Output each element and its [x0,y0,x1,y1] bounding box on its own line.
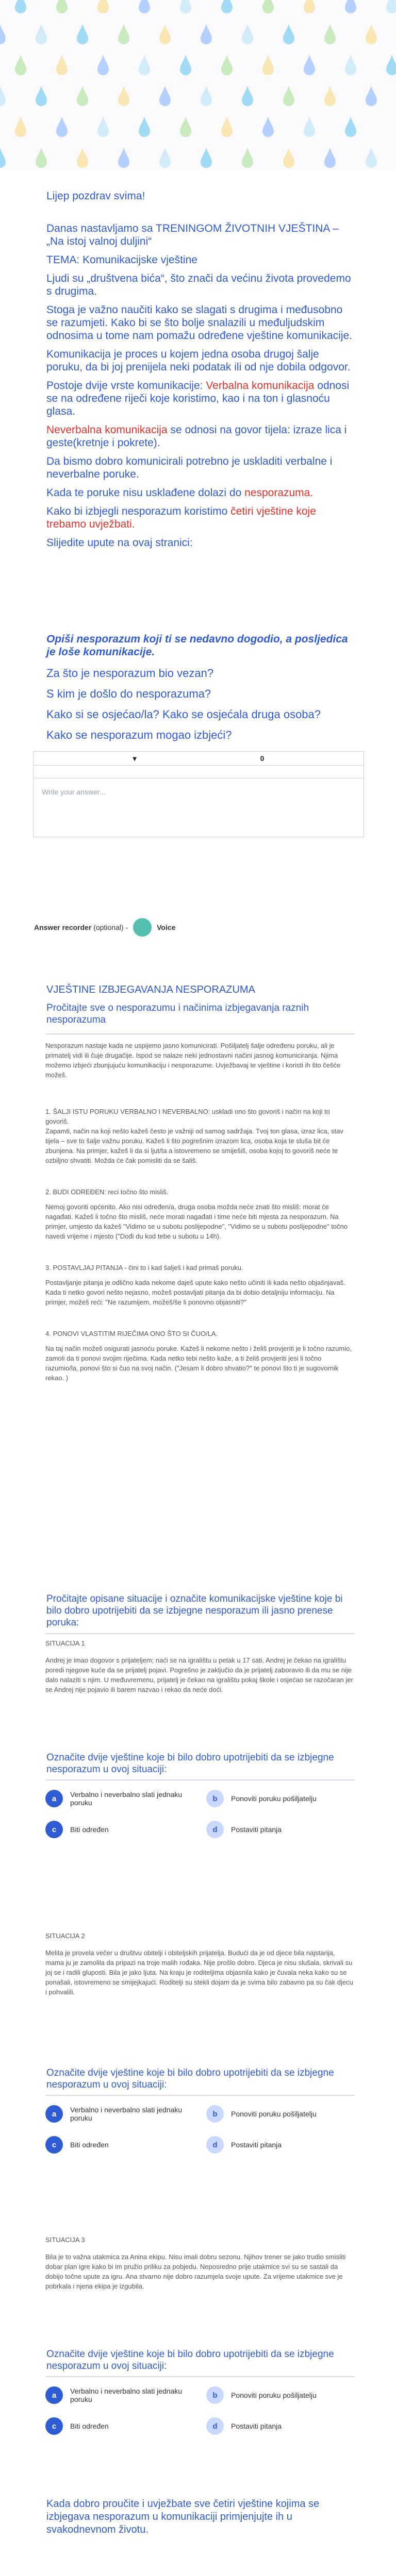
option-c-label: Biti određen [70,2422,109,2430]
skill-2-title: 2. BUDI ODREĐEN: reci točno što misliš. [45,1188,169,1196]
option-d-badge: d [206,2136,224,2154]
skill-3-title: 3. POSTAVLJAJ PITANJA - čini to i kad šalješ i kad primaš poruku. [45,1264,243,1272]
situations-heading: Pročitajte opisane situacije i označite komunikacijske vještine koje bi bilo dobro upotrijebiti da se izbjegne nesporazum ili jasno prenese poruka: [46,1594,343,1628]
raindrop-icon [55,0,69,14]
option-d[interactable] [206,2417,355,2435]
raindrop-icon [200,23,213,45]
raindrop-icon [344,54,357,76]
raindrop-icon [261,115,275,138]
header-pattern [0,0,396,170]
task1-question-3: Kako si se osjećao/la? Kako se osjećala druga osoba? [46,708,321,721]
option-b[interactable] [206,2386,355,2404]
option-a[interactable] [45,2105,190,2123]
intro-section [46,190,356,555]
greeting: Lijep pozdrav svima! [46,190,145,202]
raindrop-icon [138,54,151,76]
option-c-label: Biti određen [70,2141,109,2149]
situation-3-text: Bila je to važna utakmica za Anina ekipu. Nisu imali dobru sezonu. Njihov trener se jako trudio smisliti dobar plan igre kako bi im pružio priliku za pobjedu. Neposredno prije utakmice svi su se sastali da dobijo točne upute za igru. Ana stvarno nije dobro razumjela svoje upute. Za vrijeme utakmice sve je pobrkala i njena ekipa je izgubila. [45,2253,346,2290]
option-b-label: Ponoviti poruku pošiljatelju [231,2110,317,2118]
option-b[interactable] [206,2105,355,2123]
avoid-line [46,505,356,531]
answer-textarea[interactable]: Write your answer... [34,778,364,837]
raindrop-icon [385,54,396,76]
raindrop-icon [138,0,151,14]
divider [45,1780,355,1781]
raindrop-icon [365,23,378,45]
situation-3 [45,2235,355,2291]
avoid-a: Kako bi izbjegli nesporazum koristimo [46,505,231,517]
raindrop-icon [158,146,172,169]
word-count: 0 [260,754,265,762]
raindrop-icon [96,115,110,138]
raindrop-icon [179,115,192,138]
raindrop-icon [241,146,254,169]
raindrop-icon [282,84,295,107]
task1-heading: Opiši nesporazum koji ti se nedavno dogodio, a posljedica je loše komunikacije. [46,633,348,658]
option-b-badge: b [206,1790,224,1807]
option-c[interactable] [45,2136,190,2154]
situation-2-label: SITUACIJA 2 [45,1932,85,1940]
recorder-optional: (optional) - [93,923,128,931]
divider [45,2095,355,2096]
raindrop-icon [344,115,357,138]
raindrop-icon [200,146,213,169]
raindrop-icon [0,146,7,169]
option-c-label: Biti određen [70,1825,109,1834]
raindrop-icon [35,146,48,169]
raindrop-icon [117,23,130,45]
verbal-a: Postoje dvije vrste komunikacije: [46,380,206,392]
raindrop-icon [55,115,69,138]
raindrop-icon [282,146,295,169]
toolbar-spacer [34,766,364,778]
recorder-voice: Voice [157,923,176,931]
msg-a: Kada te poruke nisu usklađene dolazi do [46,487,245,499]
divider [45,2376,355,2377]
closing-text: Kada dobro proučite i uvježbate sve četiri vještine kojima se izbjegava nesporazum u komunikaciji primjenjujte ih u svakodnevnom životu. [46,2498,320,2535]
raindrop-icon [0,23,7,45]
option-a-badge: a [45,2386,63,2404]
option-a[interactable] [45,2386,190,2404]
raindrop-icon [179,54,192,76]
option-a-badge: a [45,1790,63,1807]
raindrop-icon [365,84,378,107]
option-a-label: Verbalno i neverbalno slati jednaku poruku [70,1790,183,1807]
recorder-label: Answer recorder [34,923,92,931]
skills-title: VJEŠTINE IZBJEGAVANJA NESPORAZUMA [46,984,255,995]
verbal-c: odnosi se na određene riječi koje koristimo, kao i na ton i glasnoću glasa. [46,380,350,417]
intro-line-4: Stoga je važno naučiti kako se slagati s drugima i međusobno se razumjeti. Kako bi se što bolje snalazili u međuljudskim odnosima u tome nam pomažu određene vještine komunikacije. [46,304,352,342]
raindrop-icon [323,146,337,169]
answer-editor[interactable] [33,751,364,837]
raindrop-icon [96,0,110,14]
raindrop-icon [241,84,254,107]
skill-2-body: Nemoj govoriti općenito. Ako nisi određen/a, druga osoba možda neće znati što misliš: morat će nagađati. Kažeš li točno što misliš, neće morati nagađati i time neće biti mjesta za nesporazum. Na primjer, umjesto da kažeš "Vidimo se u subotu poslijepodne", "Vidimo se u subotu poslijepodne" točno navedi vrijeme i mjesto ("Dođi du kod tebe u subotu u 14h). [45,1203,348,1240]
situation-1 [45,1638,355,1694]
raindrop-icon [323,23,337,45]
option-c[interactable] [45,1821,190,1838]
raindrop-icon [365,146,378,169]
task1-question-1: Za što je nesporazum bio vezan? [46,667,214,680]
raindrop-icon [158,23,172,45]
option-a-label: Verbalno i neverbalno slati jednaku poruku [70,2387,183,2403]
verbal-paragraph [46,379,356,418]
good-communication-line: Da bismo dobro komunicirali potrebno je uskladiti verbalne i neverbalne poruke. [46,455,333,480]
situation-2-options [45,2105,355,2162]
situation-3-label: SITUACIJA 3 [45,2236,85,2244]
raindrop-icon [14,115,27,138]
skill-1-title: 1. ŠALJI ISTU PORUKU VERBALNO I NEVERBALNO: uskladi ono što govoriš i način na koji to govoriš. [45,1108,330,1125]
task1-question-2: S kim je došlo do nesporazuma? [46,687,211,700]
raindrop-icon [55,54,69,76]
intro-line-2: TEMA: Komunikacijske vještine [46,254,197,266]
editor-toolbar [34,752,364,766]
raindrop-icon [14,54,27,76]
raindrop-icon [200,84,213,107]
situation-3-question: Označite dvije vještine koje bi bilo dobro upotrijebiti da se izbjegne nesporazum u ovoj situaciji: [46,2349,334,2371]
follow-line: Slijedite upute na ovaj stranici: [46,537,193,549]
intro-line-3: Ljudi su „društvena bića“, što znači da većinu života provedemo s drugima. [46,273,351,297]
raindrop-icon [303,54,316,76]
task1-question-4: Kako se nesporazum mogao izbjeći? [46,728,232,741]
option-c-badge: c [45,1821,63,1838]
raindrop-icon [35,23,48,45]
situation-1-question: Označite dvije vještine koje bi bilo dobro upotrijebiti da se izbjegne nesporazum u ovoj situaciji: [46,1752,334,1775]
situation-3-options [45,2386,355,2443]
raindrop-icon [385,0,396,14]
answer-recorder [34,918,175,937]
raindrop-icon [35,84,48,107]
raindrop-icon [323,84,337,107]
option-d-badge: d [206,2417,224,2435]
option-b-label: Ponoviti poruku pošiljatelju [231,1794,317,1803]
option-d-label: Postaviti pitanja [231,2141,282,2149]
intro-line-1: Danas nastavljamo sa TRENINGOM ŽIVOTNIH VJEŠTINA – „Na istoj valnoj duljini“ [46,223,339,247]
situation-1-label: SITUACIJA 1 [45,1639,85,1647]
task1-section [46,633,356,749]
raindrop-icon [76,146,89,169]
option-d[interactable] [206,2136,355,2154]
situation-2 [45,1931,355,1997]
misunderstanding-line [46,486,356,499]
raindrop-icon [344,0,357,14]
raindrop-icon [76,23,89,45]
raindrop-icon [261,0,275,14]
option-a-badge: a [45,2105,63,2123]
verbal-b: Verbalna komunikacija [206,380,315,392]
raindrop-icon [76,84,89,107]
option-a-label: Verbalno i neverbalno slati jednaku poruku [70,2106,183,2122]
skills-section [46,984,356,1026]
raindrop-icon [303,115,316,138]
raindrop-icon [241,23,254,45]
skills-subtitle: Pročitajte sve o nesporazumu i načinima izbjegavanja raznih nesporazuma [46,1003,309,1025]
raindrop-icon [303,0,316,14]
divider [45,1633,355,1634]
skills-text [45,1041,355,1383]
option-c-badge: c [45,2136,63,2154]
option-d-badge: d [206,1821,224,1838]
msg-b: nesporazuma. [244,487,314,499]
raindrop-icon [117,146,130,169]
skills-intro: Nesporazum nastaje kada ne uspijemo jasno komunicirati. Pošiljatelj šalje određenu poruku, ali je primatelj vidi ili čuje drugačije. Ispod se nalaze neki jednostavni načini jasnog komuniciranja. Njima možemo izbjeći zbunjujuću komunikaciju i nesporazume. Uvježbavaj te vještine i koristi ih što češće možeš. [45,1042,341,1079]
option-c-badge: c [45,2417,63,2435]
raindrop-icon [261,54,275,76]
raindrop-icon [220,115,234,138]
nonverbal-a: Neverbalna komunikacija [46,424,168,436]
option-d-label: Postaviti pitanja [231,2422,282,2430]
avoid-b: četiri vještine koje trebamo uvježbati. [46,505,316,530]
situation-2-question: Označite dvije vještine koje bi bilo dobro upotrijebiti da se izbjegne nesporazum u ovoj situaciji: [46,2067,334,2090]
skill-4-title: 4. PONOVI VLASTITIM RIJEČIMA ONO ŠTO SI ČUO/LA. [45,1330,218,1337]
intro-line-5: Komunikacija je proces u kojem jedna osoba drugoj šalje poruku, da bi joj prenijela neki podatak ili od nje dobila odgovor. [46,348,351,373]
raindrop-icon [14,0,27,14]
raindrop-icon [220,0,234,14]
option-c[interactable] [45,2417,190,2435]
option-b[interactable] [206,1790,355,1807]
option-b-badge: b [206,2105,224,2123]
voice-record-button[interactable] [133,918,152,937]
nonverbal-paragraph [46,423,356,449]
skill-4-body: Na taj način možeš osigurati jasnoću poruke. Kažeš li nekome nešto i želiš provjeriti je li točno razumio, zamoli da ti ponovi svojim riječima. Kada netko tebi nešto kaže, a ti želiš provjeriti jesi li točno razumio/la, ponovi što si čuo na svoj način. ("Jesam li dobro shvatio?" te ponovi što ti je sugovornik rekao. ) [45,1345,352,1382]
raindrop-icon [179,0,192,14]
option-b-badge: b [206,2386,224,2404]
raindrop-icon [138,115,151,138]
raindrop-icon [158,84,172,107]
option-d-label: Postaviti pitanja [231,1825,282,1834]
raindrop-icon [117,84,130,107]
raindrop-icon [0,84,7,107]
skill-3-body: Postavljanje pitanja je odlično kada nekome daješ upute kako nešto učiniti ili kada nešto objašnjavaš. Kada ti netko govori nešto nejasno, možeš postavljati pitanja da bi dobio detaljniju informaciju. Na primjer, možeš reći: "Ne razumijem, možeš/še li ponovno objasniti?" [45,1279,345,1306]
situation-1-text: Andrej je imao dogovor s prijateljem; naći se na igralištu u petak u 17 sati. Andrej je čekao na igralištu poredi njegove kuće da se prijatelj pojavi. Pogrešno je zaključio da je prijatelj zaboravio ili da mu se nije dalo nalaziti s njim. U međuvremenu, prijatelj je čekao na igralištu pokaj škole i osjećao se razočaran jer se Andrej nije pojavio ili barem nazvao i rekao da neće doći. [45,1656,353,1693]
option-d[interactable] [206,1821,355,1838]
raindrop-icon [220,54,234,76]
situation-2-text: Melita je provela večer u društvu obitelji i obiteljskih prijatelja. Budući da je od djece bila najstarija, mama ju je zamolila da pripazi na troje malih rođaka. Nije prošlo dobro. Djeca je nisu slušala, skrivali su joj se i radili gluposti. Bila je jako ljuta. Na kraju je roditeljima objasnila kako je čuvala neka kako su se ponašali, istovremeno se smijejkajući. Roditelji su stekli dojam da je svima bilo zabavno pa su čak djecu i pohvalili. [45,1949,353,1996]
format-dropdown[interactable]: ▾ [133,754,137,762]
divider [45,1033,355,1035]
situation-1-options [45,1790,355,1846]
nonverbal-b: se odnosi na govor tijela: izraze lica i geste(kretnje i pokrete). [46,424,347,449]
option-b-label: Ponoviti poruku pošiljatelju [231,2391,317,2399]
skill-1-body: Zapamti, način na koji nešto kažeš često je važniji od samog sadržaja. Tvoj ton glasa, izraz lica, stav tijela – sve to šalje važnu poruku. Kažeš li što pogrešnim izrazom lica, osoba koja te sluša bit će zbunjena. Na primjer, kažeš li da si ljut/ta a istovremeno se smiješiš, osoba kojoj to govoriš neće te ozbiljno shvatiti. Možda će čak pomisliti da se šališ. [45,1127,343,1164]
option-a[interactable] [45,1790,190,1807]
raindrop-icon [96,54,110,76]
raindrop-icon [282,23,295,45]
